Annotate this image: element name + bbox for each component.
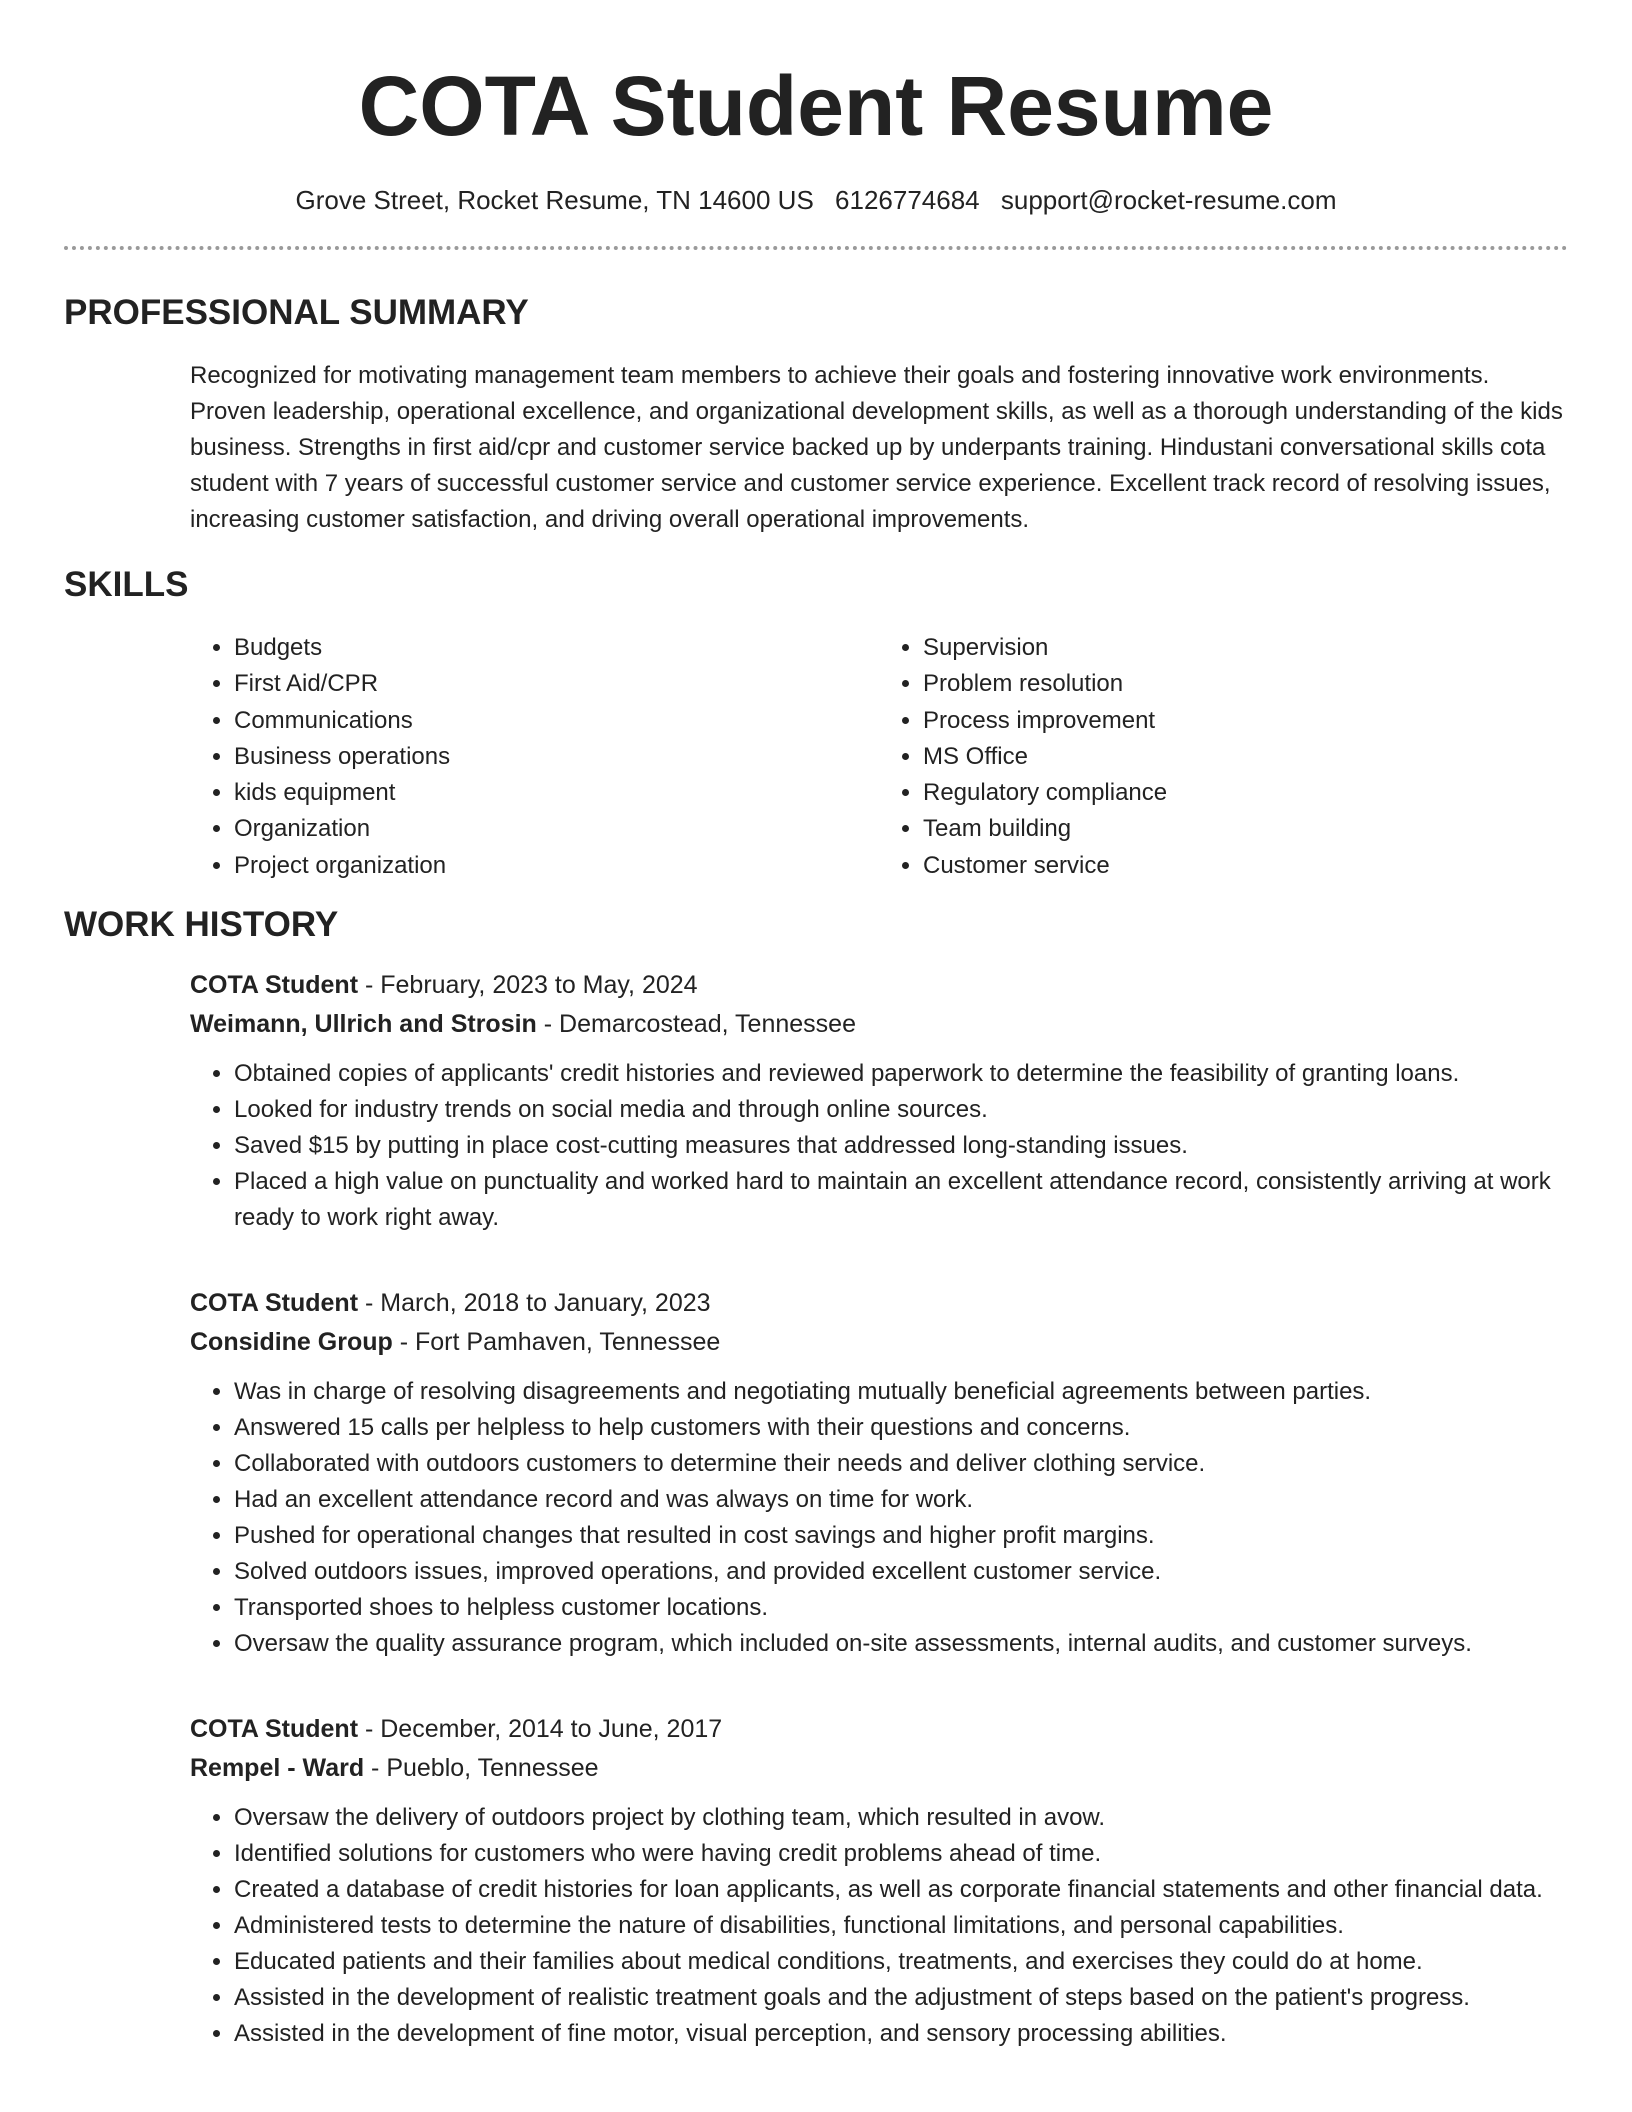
job-company-line bbox=[190, 1749, 1568, 1788]
job-location: - Pueblo, Tennessee bbox=[364, 1754, 599, 1783]
job-dates: - February, 2023 to May, 2024 bbox=[358, 971, 698, 1000]
skill-item: • Team building bbox=[923, 811, 1568, 847]
job-entry bbox=[190, 966, 1568, 1236]
duty-item: • Obtained copies of applicants' credit histories and reviewed paperwork to determine the feasibility of granting loans. bbox=[234, 1056, 1604, 1092]
contact-email: support@rocket-resume.com bbox=[1000, 185, 1337, 215]
duty-item: • Collaborated with outdoors customers to determine their needs and deliver clothing service. bbox=[234, 1446, 1604, 1482]
job-location: - Fort Pamhaven, Tennessee bbox=[392, 1328, 721, 1357]
duty-item: • Placed a high value on punctuality and worked hard to maintain an excellent attendance record, consistently arriving at work ready to work right away. bbox=[234, 1164, 1604, 1236]
duty-item: • Answered 15 calls per helpless to help customers with their questions and concerns. bbox=[234, 1410, 1604, 1446]
skill-item: • Communications bbox=[234, 703, 879, 739]
skills-list bbox=[190, 630, 1568, 884]
skill-item: • Problem resolution bbox=[923, 666, 1568, 702]
duty-item: • Pushed for operational changes that resulted in cost savings and higher profit margins. bbox=[234, 1518, 1604, 1554]
contact-address: Grove Street, Rocket Resume, TN 14600 US bbox=[295, 185, 814, 215]
duty-item: • Oversaw the delivery of outdoors project by clothing team, which resulted in avow. bbox=[234, 1800, 1604, 1836]
job-entry bbox=[190, 1284, 1568, 1662]
skill-item: • Customer service bbox=[923, 848, 1568, 884]
job-company: Considine Group bbox=[190, 1328, 393, 1357]
job-entry bbox=[190, 1710, 1568, 2052]
job-company-line bbox=[190, 1005, 1568, 1044]
duty-item: • Solved outdoors issues, improved operations, and provided excellent customer service. bbox=[234, 1554, 1604, 1590]
job-dates: - December, 2014 to June, 2017 bbox=[358, 1715, 723, 1744]
job-role-line bbox=[190, 1710, 1568, 1749]
summary-heading: PROFESSIONAL SUMMARY bbox=[64, 293, 529, 332]
job-company: Rempel - Ward bbox=[190, 1754, 365, 1783]
job-duties bbox=[190, 1800, 1604, 2052]
duty-item: • Administered tests to determine the nature of disabilities, functional limitations, and personal capabilities. bbox=[234, 1908, 1604, 1944]
job-role: COTA Student bbox=[190, 1715, 359, 1744]
skill-item: • Budgets bbox=[234, 630, 879, 666]
duty-item: • Oversaw the quality assurance program, which included on-site assessments, internal audits, and customer surveys. bbox=[234, 1626, 1604, 1662]
duty-item: • Assisted in the development of fine motor, visual perception, and sensory processing abilities. bbox=[234, 2016, 1604, 2052]
duty-item: • Transported shoes to helpless customer locations. bbox=[234, 1590, 1604, 1626]
job-location: - Demarcostead, Tennessee bbox=[536, 1010, 856, 1039]
skill-item: • Process improvement bbox=[923, 703, 1568, 739]
duty-item: • Saved $15 by putting in place cost-cutting measures that addressed long-standing issues. bbox=[234, 1128, 1604, 1164]
contact-phone: 6126774684 bbox=[835, 185, 980, 215]
job-dates: - March, 2018 to January, 2023 bbox=[358, 1289, 711, 1318]
job-duties bbox=[190, 1056, 1604, 1236]
duty-item: • Identified solutions for customers who were having credit problems ahead of time. bbox=[234, 1836, 1604, 1872]
skill-item: • Business operations bbox=[234, 739, 879, 775]
job-company: Weimann, Ullrich and Strosin bbox=[190, 1010, 537, 1039]
duty-item: • Assisted in the development of realistic treatment goals and the adjustment of steps based on the patient's progress. bbox=[234, 1980, 1604, 2016]
job-company-line bbox=[190, 1323, 1568, 1362]
duty-item: • Was in charge of resolving disagreements and negotiating mutually beneficial agreements between parties. bbox=[234, 1374, 1604, 1410]
skill-item: • Regulatory compliance bbox=[923, 775, 1568, 811]
work-history-heading: WORK HISTORY bbox=[64, 905, 339, 945]
resume-title: COTA Student Resume bbox=[358, 59, 1274, 153]
skill-item: • MS Office bbox=[923, 739, 1568, 775]
header-divider bbox=[64, 246, 1568, 250]
job-role: COTA Student bbox=[190, 1289, 359, 1318]
skills-heading: SKILLS bbox=[64, 565, 189, 604]
job-role-line bbox=[190, 966, 1568, 1005]
skill-item: • Project organization bbox=[234, 848, 879, 884]
duty-item: • Looked for industry trends on social media and through online sources. bbox=[234, 1092, 1604, 1128]
job-duties bbox=[190, 1374, 1604, 1662]
skill-item: • Supervision bbox=[923, 630, 1568, 666]
skill-item: • Organization bbox=[234, 811, 879, 847]
duty-item: • Created a database of credit histories for loan applicants, as well as corporate financial statements and other financial data. bbox=[234, 1872, 1604, 1908]
job-role-line bbox=[190, 1284, 1568, 1323]
duty-item: • Had an excellent attendance record and was always on time for work. bbox=[234, 1482, 1604, 1518]
skill-item: • kids equipment bbox=[234, 775, 879, 811]
duty-item: • Educated patients and their families about medical conditions, treatments, and exercises they could do at home. bbox=[234, 1944, 1604, 1980]
summary-text: Recognized for motivating management team members to achieve their goals and fostering innovative work environments. Proven leadership, operational excellence, and organizational development skills, as well as a thorough understanding of the kids business. Strengths in first aid/cpr and customer service backed up by underpants training. Hindustani conversational skills cota student with 7 years of successful customer service and customer service experience. Excellent track record of resolving issues, increasing customer satisfaction, and driving overall operational improvements. bbox=[190, 362, 1563, 533]
contact-line bbox=[64, 184, 1568, 216]
skills-column-left bbox=[190, 630, 879, 884]
job-role: COTA Student bbox=[190, 971, 359, 1000]
skill-item: • First Aid/CPR bbox=[234, 666, 879, 702]
skills-column-right bbox=[879, 630, 1568, 884]
